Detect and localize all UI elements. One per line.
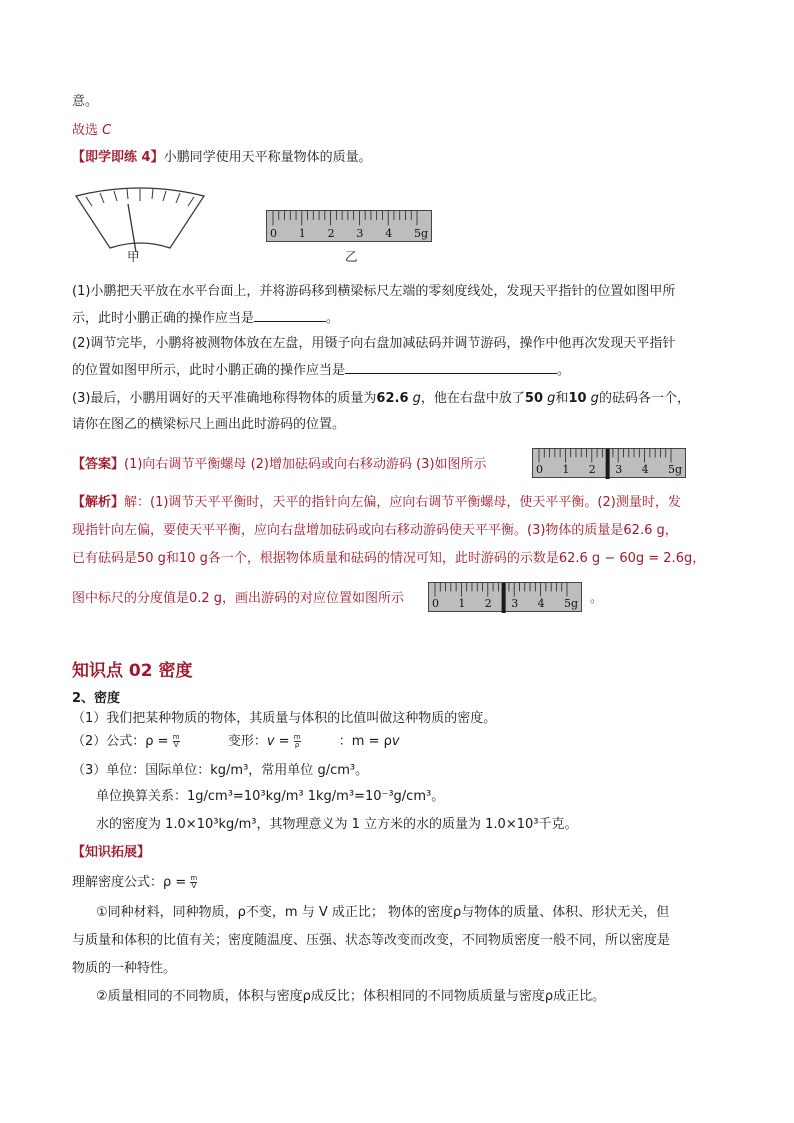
- answer-blank[interactable]: [254, 309, 326, 322]
- ruler-tick-label: 3: [356, 227, 364, 240]
- answer-blank[interactable]: [345, 361, 557, 374]
- ruler-tick-label: 1: [298, 227, 306, 240]
- ruler-tick-label: 4: [385, 227, 393, 240]
- ruler-tick-label: 0: [270, 227, 277, 240]
- water-density: 水的密度为 1.0×10³kg/m³，其物理意义为 1 立方米的水的质量为 1.0×10³千克。: [96, 817, 578, 832]
- fraction: $\frac{m}{V}$: [190, 874, 198, 890]
- extension-point-1-line1: ①同种材料，同种物质，ρ不变，m 与 V 成正比； 物体的密度ρ与物体的质量、体积、形状无关，但: [96, 905, 670, 920]
- exercise-header: 【即学即练 4】小鹏同学使用天平称量物体的质量。: [72, 150, 372, 165]
- ruler-tick-label: 0: [536, 463, 543, 476]
- figure-label-yi: 乙: [345, 249, 358, 264]
- fraction: $\frac{m}{\rho}$: [293, 733, 301, 749]
- ruler-tick-label: 5g: [414, 227, 429, 240]
- analysis-end: 。: [590, 591, 604, 606]
- density-definition: （1）我们把某种物质的物体，其质量与体积的比值叫做这种物质的密度。: [72, 711, 497, 726]
- section-item: 2、密度: [72, 691, 121, 706]
- ruler-tick-label: 2: [588, 463, 596, 476]
- density-formula: （2）公式：ρ = $\frac{m}{V}$ 变形：v = $\frac{m}{\rho}$ ：m = ρv: [72, 733, 400, 749]
- ruler-tick-label: 4: [537, 597, 545, 610]
- analysis-line2: 现指针向左偏，要使天平平衡，应向右盘增加砝码或向右移动游码使天平平衡。(3)物体的质量是62.6 g，: [72, 523, 678, 538]
- question-2-line1: (2)调节完毕，小鹏将被测物体放在左盘，用镊子向右盘加减砝码并调节游码，操作中他再次发现天平指针: [72, 336, 676, 351]
- rider-marker: [502, 583, 506, 613]
- analysis-line4: 图中标尺的分度值是0.2 g，画出游码的对应位置如图所示: [72, 591, 405, 606]
- density-units: （3）单位：国际单位：kg/m³，常用单位 g/cm³。: [72, 763, 369, 778]
- ruler-tick-label: 4: [641, 463, 649, 476]
- ruler-tick-label: 1: [562, 463, 570, 476]
- analysis-ruler: [428, 582, 582, 612]
- analysis-line3: 已有砝码是50 g和10 g各一个，根据物体质量和砝码的情况可知，此时游码的示数是62.6 g − 60g = 2.6g，: [72, 551, 706, 566]
- ruler-tick-label: 2: [327, 227, 335, 240]
- text-line: 意。: [72, 94, 99, 109]
- ruler-tick-label: 5g: [668, 463, 683, 476]
- rider-marker: [606, 449, 610, 479]
- ruler-tick-label: 5g: [564, 597, 579, 610]
- figure-label-jia: 甲: [127, 249, 140, 264]
- balance-dial-figure: [70, 186, 210, 266]
- question-3-line2: 请你在图乙的横梁标尺上画出此时游码的位置。: [72, 417, 346, 432]
- knowledge-extension-tag: 【知识拓展】: [72, 845, 151, 860]
- extension-point-1-line2: 与质量和体积的比值有关；密度随温度、压强、状态等改变而改变，不同物质密度一般不同，所以密度是: [72, 933, 671, 948]
- extension-point-2: ②质量相同的不同物质，体积与密度ρ成反比；体积相同的不同物质质量与密度ρ成正比。: [96, 989, 606, 1004]
- ruler-tick-label: 3: [615, 463, 623, 476]
- ruler-tick-label: 3: [511, 597, 519, 610]
- ruler-tick-label: 0: [432, 597, 439, 610]
- answer-tag: 【答案】: [72, 457, 125, 472]
- analysis-tag: 【解析】: [72, 495, 125, 510]
- formula-understanding: 理解密度公式：ρ = $\frac{m}{V}$: [72, 874, 198, 890]
- fraction: $\frac{m}{V}$: [172, 733, 180, 749]
- ruler-tick-label: 1: [458, 597, 466, 610]
- question-1-line2: 示，此时小鹏正确的操作应当是 。: [72, 311, 340, 326]
- question-2-line2: 的位置如图甲所示，此时小鹏正确的操作应当是 。: [72, 363, 571, 378]
- question-1-line1: (1)小鹏把天平放在水平台面上，并将游码移到横梁标尺左端的零刻度线处，发现天平指针的位置如图甲所: [72, 284, 676, 299]
- answer-choice: 故选 C: [72, 123, 112, 138]
- analysis-line1: 【解析】解：(1)调节天平平衡时，天平的指针向左偏，应向右调节平衡螺母，使天平平衡。(2)测量时，发: [72, 495, 681, 510]
- section-heading: 知识点 02 密度: [72, 661, 193, 681]
- answer-ruler: [532, 448, 686, 478]
- extension-point-1-line3: 物质的一种特性。: [72, 961, 177, 976]
- unit-conversion: 单位换算关系：1g/cm³=10³kg/m³ 1kg/m³=10⁻³g/cm³。: [96, 789, 445, 804]
- question-3-line1: (3)最后，小鹏用调好的天平准确地称得物体的质量为62.6 g，他在右盘中放了50 g和10 g的砝码各一个，: [72, 391, 690, 406]
- beam-scale-ruler: [266, 210, 432, 242]
- answer-line: 【答案】(1)向右调节平衡螺母 (2)增加砝码或向右移动游码 (3)如图所示: [72, 457, 487, 472]
- exercise-tag: 【即学即练 4】: [72, 150, 164, 165]
- ruler-tick-label: 2: [484, 597, 492, 610]
